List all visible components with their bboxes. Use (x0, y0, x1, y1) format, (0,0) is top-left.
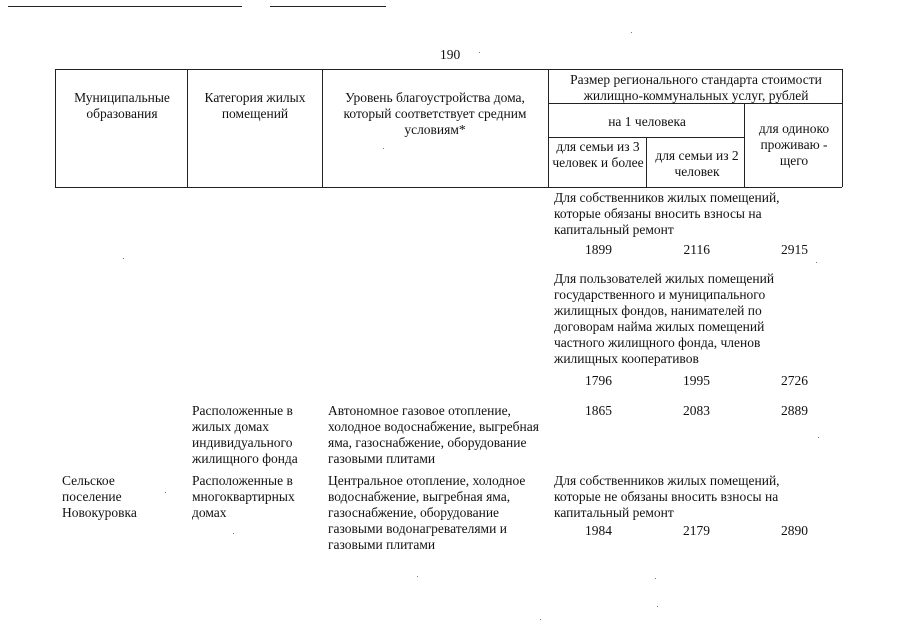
users-note: Для пользователей жилых помещений государственного и муниципального жилищных фондов, нанимателей по договорам найма жилых помещений частного жилищного фонда, членов жилищных кооперативов (554, 271, 775, 366)
header-category: Категория жилых помещений (204, 90, 306, 121)
municipality-name: Сельское поселение Новокуровка (62, 473, 137, 520)
scan-speck (816, 262, 817, 263)
users-family2: 1995 (683, 373, 710, 388)
scan-speck (540, 619, 541, 620)
scan-speck (631, 32, 632, 33)
header-family3: для семьи из 3 человек и более (552, 139, 644, 170)
page-number: 190 (440, 47, 461, 62)
top-rule-right (270, 6, 386, 7)
apartment-buildings-note: Для собственников жилых помещений, которые не обязаны вносить взносы на капитальный ремонт (554, 473, 780, 520)
apartment-buildings-single: 2890 (781, 523, 808, 538)
header-family2: для семьи из 2 человек (655, 148, 739, 179)
header-single: для одиноко проживаю - щего (758, 121, 830, 168)
header-per-person: на 1 человека (608, 114, 686, 129)
individual-housing-family2: 2083 (683, 403, 710, 418)
scan-speck (123, 258, 124, 259)
apartment-buildings-family3: 1984 (585, 523, 612, 538)
owners-obligated-single: 2915 (781, 242, 808, 257)
owners-obligated-note: Для собственников жилых помещений, которые обязаны вносить взносы на капитальный ремонт (554, 190, 780, 237)
header-standard: Размер регионального стандарта стоимости жилищно-коммунальных услуг, рублей (570, 72, 822, 103)
users-single: 2726 (781, 373, 808, 388)
top-rule-left (8, 6, 242, 7)
scan-speck (479, 52, 480, 53)
scan-speck (165, 492, 166, 493)
users-family3: 1796 (585, 373, 612, 388)
individual-housing-family3: 1865 (585, 403, 612, 418)
scan-speck (657, 606, 658, 607)
header-level: Уровень благоустройства дома, который соответствует средним условиям* (343, 90, 527, 137)
individual-housing-level: Автономное газовое отопление, холодное водоснабжение, выгребная яма, газоснабжение, оборудование газовыми плитами (328, 403, 539, 466)
scan-speck (655, 578, 656, 579)
scan-speck (233, 533, 234, 534)
individual-housing-category: Расположенные в жилых домах индивидуального жилищного фонда (192, 403, 298, 466)
apartment-buildings-category: Расположенные в многоквартирных домах (192, 473, 295, 520)
scan-speck (818, 437, 819, 438)
header-municipality: Муниципальные образования (74, 90, 170, 121)
scan-speck (383, 148, 384, 149)
owners-obligated-family2: 2116 (683, 242, 710, 257)
apartment-buildings-family2: 2179 (683, 523, 710, 538)
owners-obligated-family3: 1899 (585, 242, 612, 257)
scan-speck (417, 576, 418, 577)
individual-housing-single: 2889 (781, 403, 808, 418)
apartment-buildings-level: Центральное отопление, холодное водоснабжение, выгребная яма, газоснабжение, оборудование газовыми водонагревателями и газовыми плитами (328, 473, 526, 552)
